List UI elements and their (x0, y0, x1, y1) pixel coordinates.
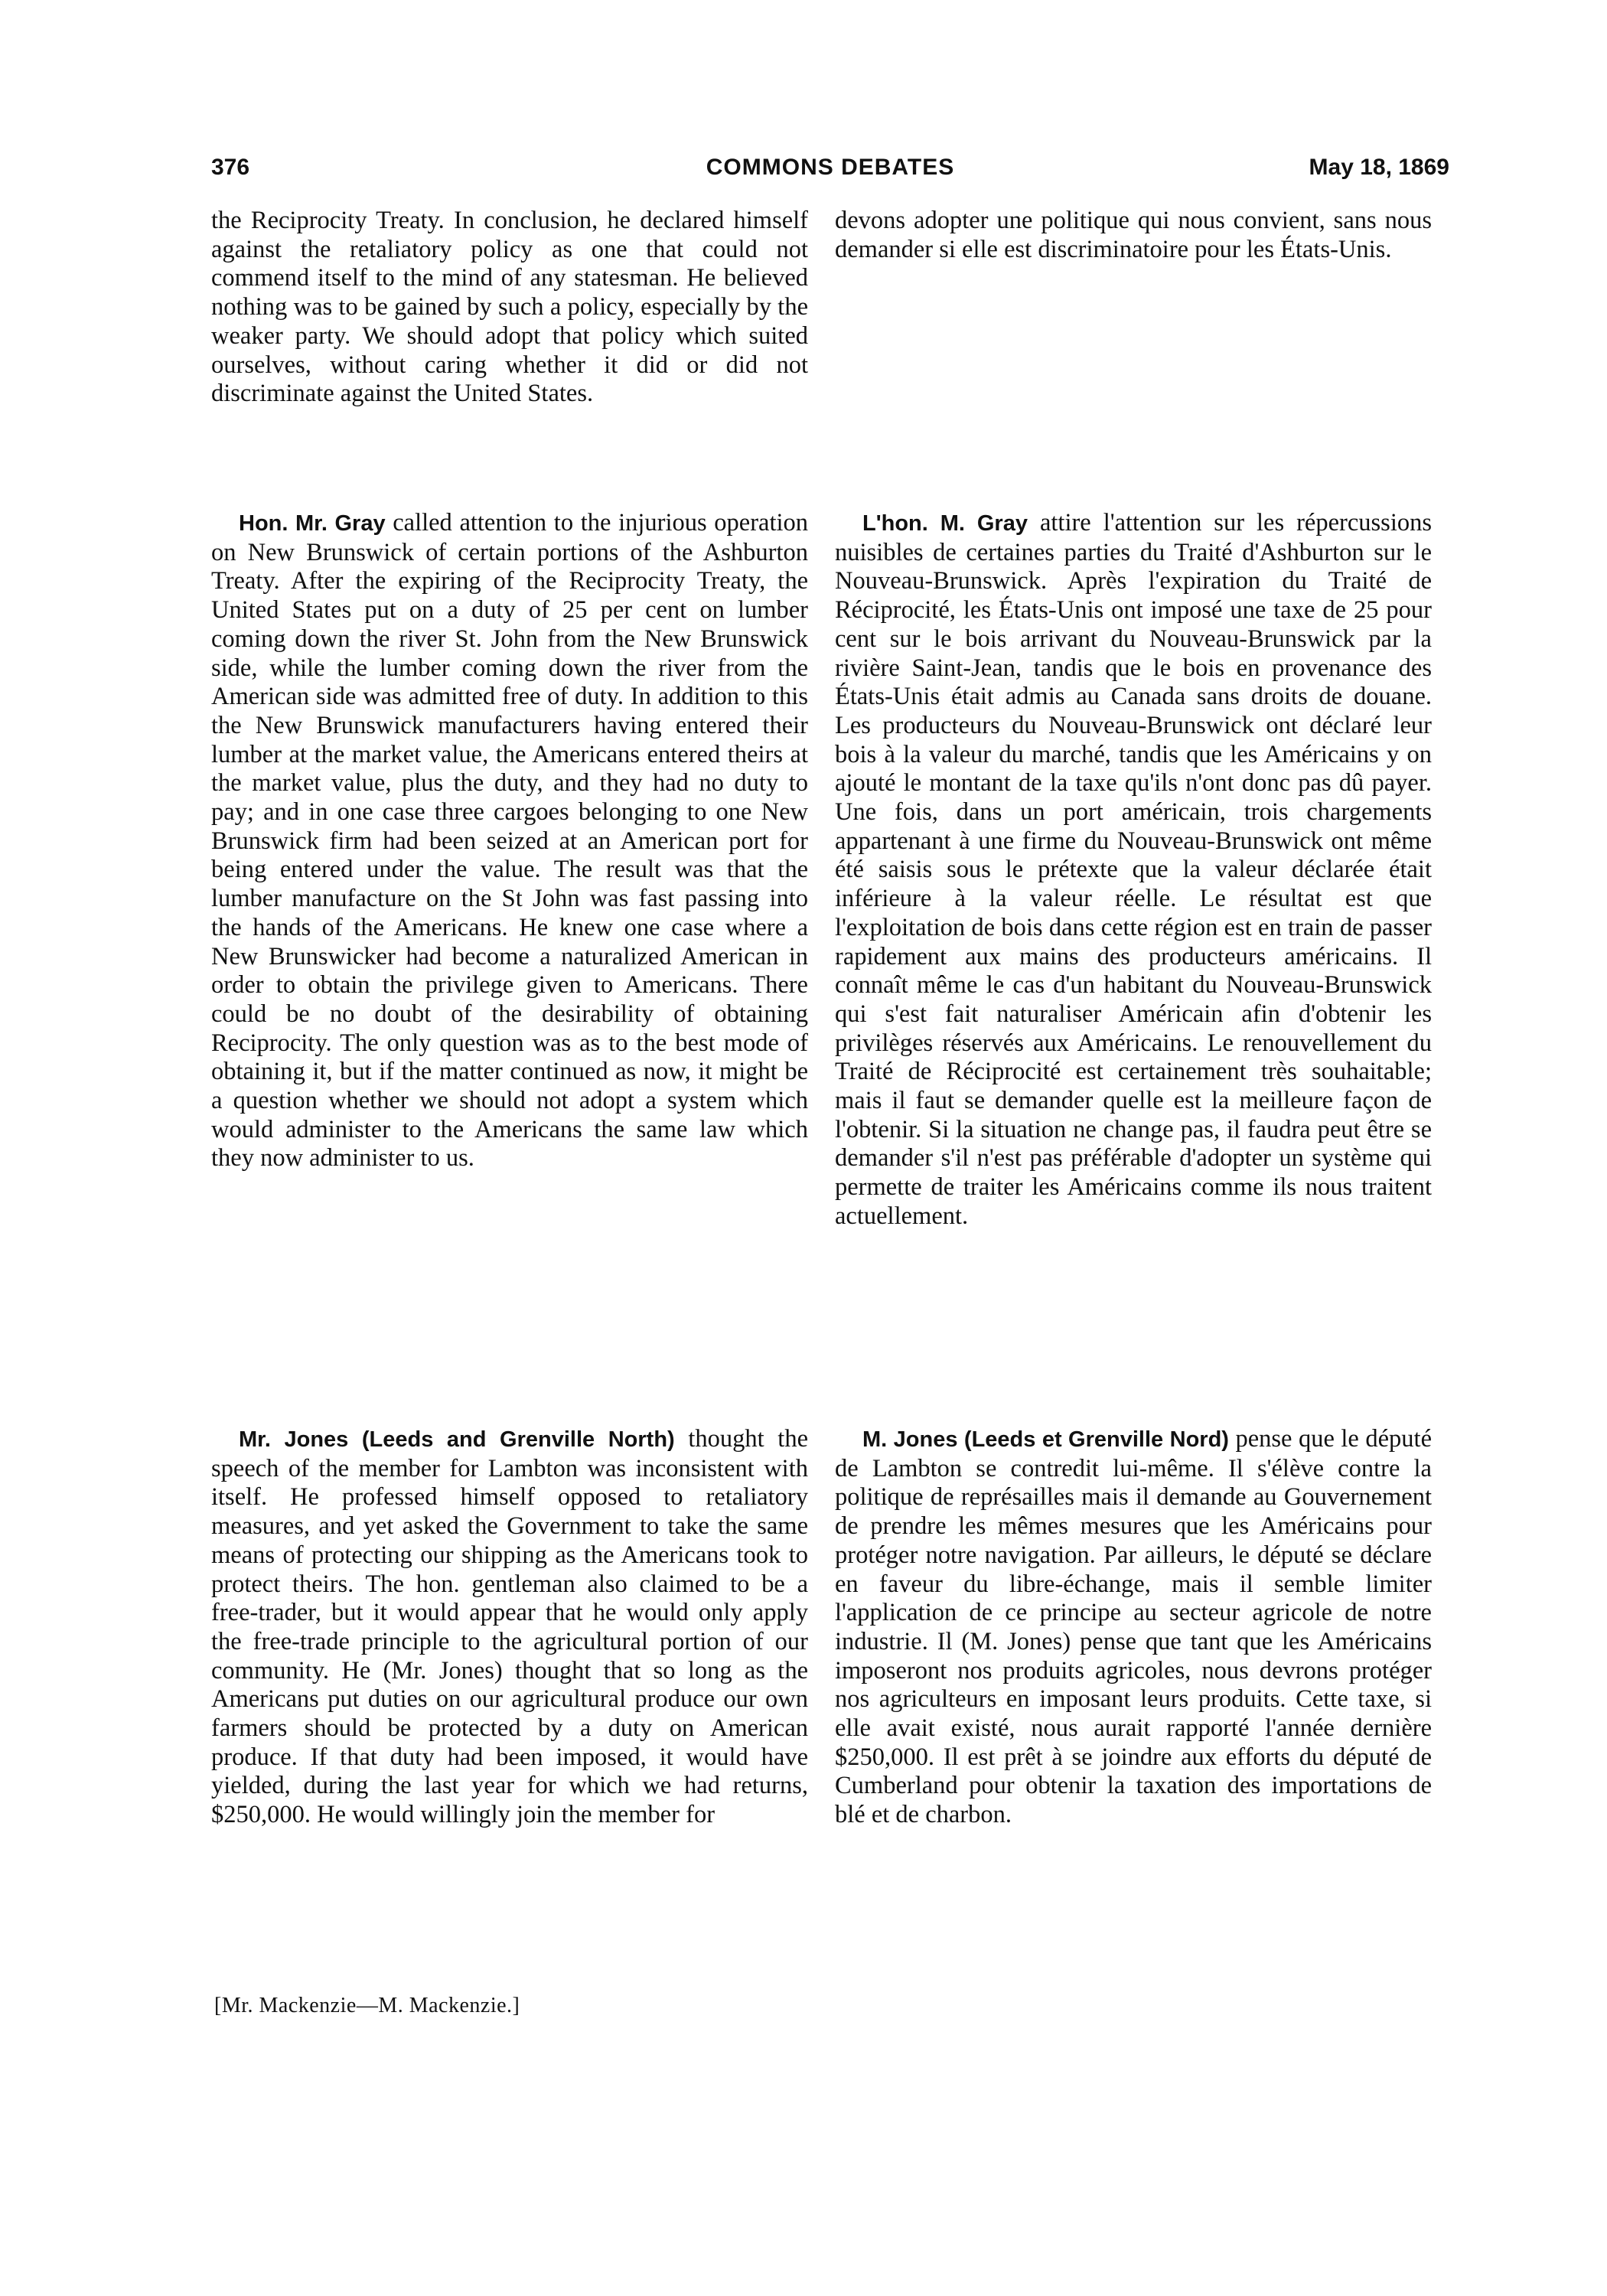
speaker-name: M. Jones (Leeds et Grenville Nord) (862, 1427, 1229, 1452)
speaker-name: L'hon. M. Gray (862, 511, 1028, 536)
english-paragraph-jones (211, 1425, 808, 1830)
french-paragraph-jones (835, 1425, 1432, 1830)
speaker-name: Mr. Jones (Leeds and Grenville North) (239, 1427, 675, 1452)
page-number: 376 (211, 155, 250, 180)
page-footer-note: [Mr. Mackenzie—M. Mackenzie.] (214, 1994, 520, 2017)
page-header (211, 148, 1449, 187)
paragraph-text: the Reciprocity Treaty. In conclusion, he declared himself against the retaliatory policy as one that could not commend itself to the mind of any statesman. He believed nothing was to be gained by such a policy, especially by the weaker party. We should adopt that policy which suited ourselves, without caring whether it did or did not discriminate against the United States. (211, 207, 808, 408)
page-title: COMMONS DEBATES (706, 155, 955, 180)
english-paragraph-gray (211, 509, 808, 1173)
paragraph-text: called attention to the injurious operation on New Brunswick of certain portions of the Ashburton Treaty. After the expiring of the Reciprocity Treaty, the United States put on a duty of 25 per cent on lumber coming down the river St. John from the New Brunswick side, while the lumber coming down the river from the American side was admitted free of duty. In addition to this the New Brunswick manufacturers having entered their lumber at the market value, the Americans entered theirs at the market value, plus the duty, and they had no duty to pay; and in one case three cargoes belonging to one New Brunswick firm had been seized at an American port for being entered under the value. The result was that the lumber manufacture on the St John was fast passing into the hands of the Americans. He knew one case where a New Brunswicker had become a naturalized American in order to obtain the privilege given to Americans. There could be no doubt of the desirability of obtaining Reciprocity. The only question was as to the best mode of obtaining it, but if the matter continued as now, it might be a question whether we should not adopt a system which would administer to the Americans the same law which they now administer to us. (211, 509, 808, 1172)
french-paragraph-gray (835, 509, 1432, 1231)
paragraph-text: thought the speech of the member for Lambton was inconsistent with itself. He professed himself opposed to retaliatory measures, and yet asked the Government to take the same means of protecting our shipping as the Americans took to protect theirs. The hon. gentleman also claimed to be a free-trader, but it would appear that he would only apply the free-trade principle to the agricultural portion of our community. He (Mr. Jones) thought that so long as the Americans put duties on our agricultural produce our own farmers should be protected by a duty on American produce. If that duty had been imposed, it would have yielded, during the last year for which we had returns, $250,000. He would willingly join the member for (211, 1425, 808, 1829)
french-paragraph-continuation (835, 207, 1432, 264)
english-paragraph-continuation (211, 207, 808, 409)
paragraph-text: attire l'attention sur les répercussions nuisibles de certaines parties du Traité d'Ashburton sur le Nouveau-Brunswick. Après l'expiration du Traité de Réciprocité, les États-Unis ont imposé une taxe de 25 pour cent sur le bois arrivant du Nouveau-Brunswick par la rivière Saint-Jean, tandis que le bois en provenance des États-Unis était admis au Canada sans droits de douane. Les producteurs du Nouveau-Brunswick ont déclaré leur bois à la valeur du marché, tandis que les Américains y on ajouté le montant de la taxe qu'ils n'ont donc pas dû payer. Une fois, dans un port américain, trois chargements appartenant à une firme du Nouveau-Brunswick ont même été saisis sous le prétexte que la valeur déclarée était inférieure à la valeur réelle. Le résultat est que l'exploitation de bois dans cette région est en train de passer rapidement aux mains des producteurs américains. Il connaît même le cas d'un habitant du Nouveau-Brunswick qui s'est fait naturaliser Américain afin d'obtenir les privilèges réservés aux Américains. Le renouvellement du Traité de Réciprocité est certainement très souhaitable; mais il faut se demander quelle est la meilleure façon de l'obtenir. Si la situation ne change pas, il faudra peut être se demander s'il n'est pas préférable d'adopter un système qui permette de traiter les Américains comme ils nous traitent actuellement. (835, 509, 1432, 1230)
page-date: May 18, 1869 (1309, 155, 1449, 180)
paragraph-text: devons adopter une politique qui nous convient, sans nous demander si elle est discriminatoire pour les États-Unis. (835, 207, 1432, 263)
speaker-name: Hon. Mr. Gray (239, 511, 386, 536)
paragraph-text: pense que le député de Lambton se contredit lui-même. Il s'élève contre la politique de représailles mais il demande au Gouvernement de prendre les mêmes mesures que les Américains pour protéger notre navigation. Par ailleurs, le député se déclare en faveur du libre-échange, mais il semble limiter l'application de ce principe au secteur agricole de notre industrie. Il (M. Jones) pense que tant que les Américains imposeront nos produits agricoles, nous devrons protéger nos agriculteurs en imposant leurs produits. Cette taxe, si elle avait existé, nous aurait rapporté l'année dernière $250,000. Il est prêt à se joindre aux efforts du député de Cumberland pour obtenir la taxation des importations de blé et de charbon. (835, 1425, 1432, 1829)
